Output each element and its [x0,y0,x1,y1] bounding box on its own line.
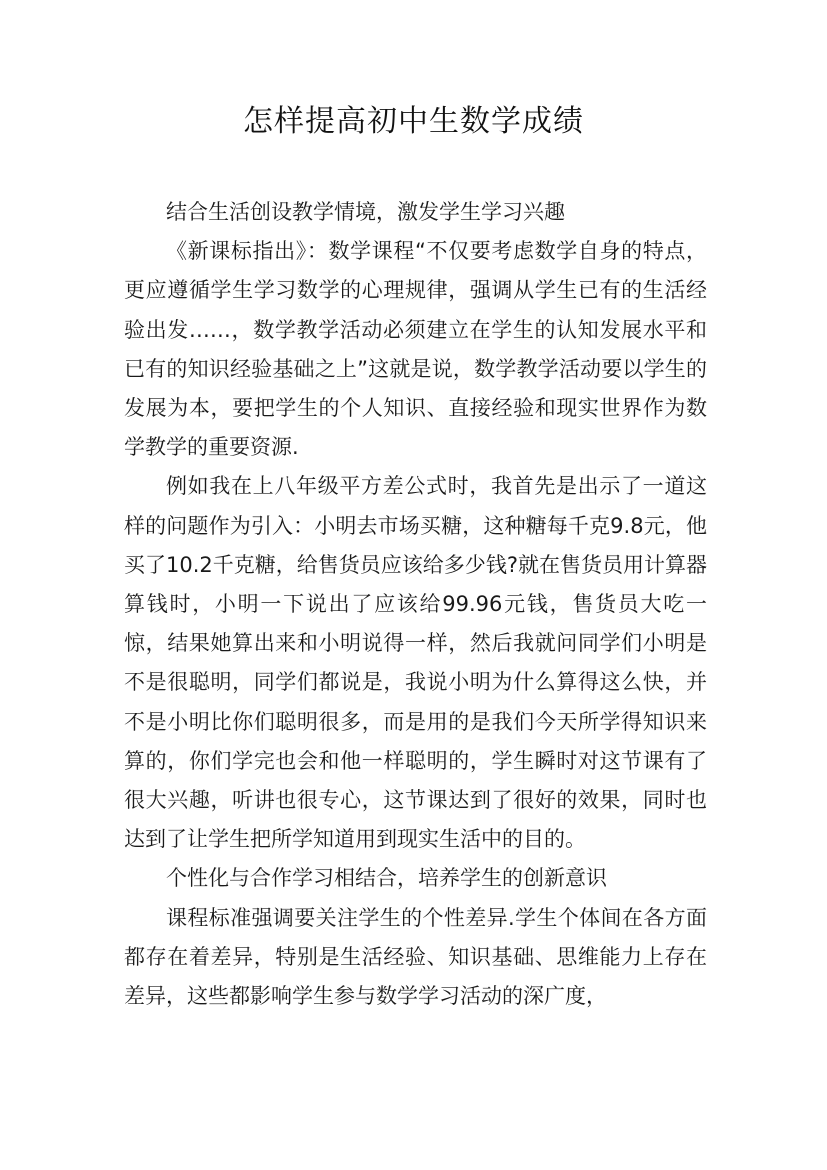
paragraph-curriculum-standard: 《新课标指出》：数学课程“不仅要考虑数学自身的特点，更应遵循学生学习数学的心理规律，强调从学生已有的生活经验出发……，数学教学活动必须建立在学生的认知发展水平和已有的知识经验基础之上”这就是说，数学教学活动要以学生的发展为本，要把学生的个人知识、直接经验和现实世界作为数学教学的重要资源. [124,239,707,460]
document-title: 怎样提高初中生数学成绩 [243,104,584,139]
paragraph-example: 例如我在上八年级平方差公式时，我首先是出示了一道这样的问题作为引入：小明去市场买糖，这种糖每千克9.8元，他买了10.2千克糖，给售货员应该给多少钱?就在售货员用计算器算钱时，小明一下说出了应该给99.96元钱，售货员大吃一惊，结果她算出来和小明说得一样，然后我就问同学们小明是不是很聪明，同学们都说是，我说小明为什么算得这么快，并不是小明比你们聪明很多，而是用的是我们今天所学得知识来算的，你们学完也会和他一样聪明的，学生瞬时对这节课有了很大兴趣，听讲也很专心，这节课达到了很好的效果，同时也达到了让学生把所学知道用到现实生活中的目的。 [124,474,707,852]
paragraph-individual-differences: 课程标准强调要关注学生的个性差异.学生个体间在各方面都存在着差异，特别是生活经验、知识基础、思维能力上存在差异，这些都影响学生参与数学学习活动的深广度， [124,905,707,1009]
document-body [124,193,707,1016]
section-heading-2: 个性化与合作学习相结合，培养学生的创新意识 [166,866,607,891]
section-heading-1: 结合生活创设教学情境，激发学生学习兴趣 [166,200,565,224]
